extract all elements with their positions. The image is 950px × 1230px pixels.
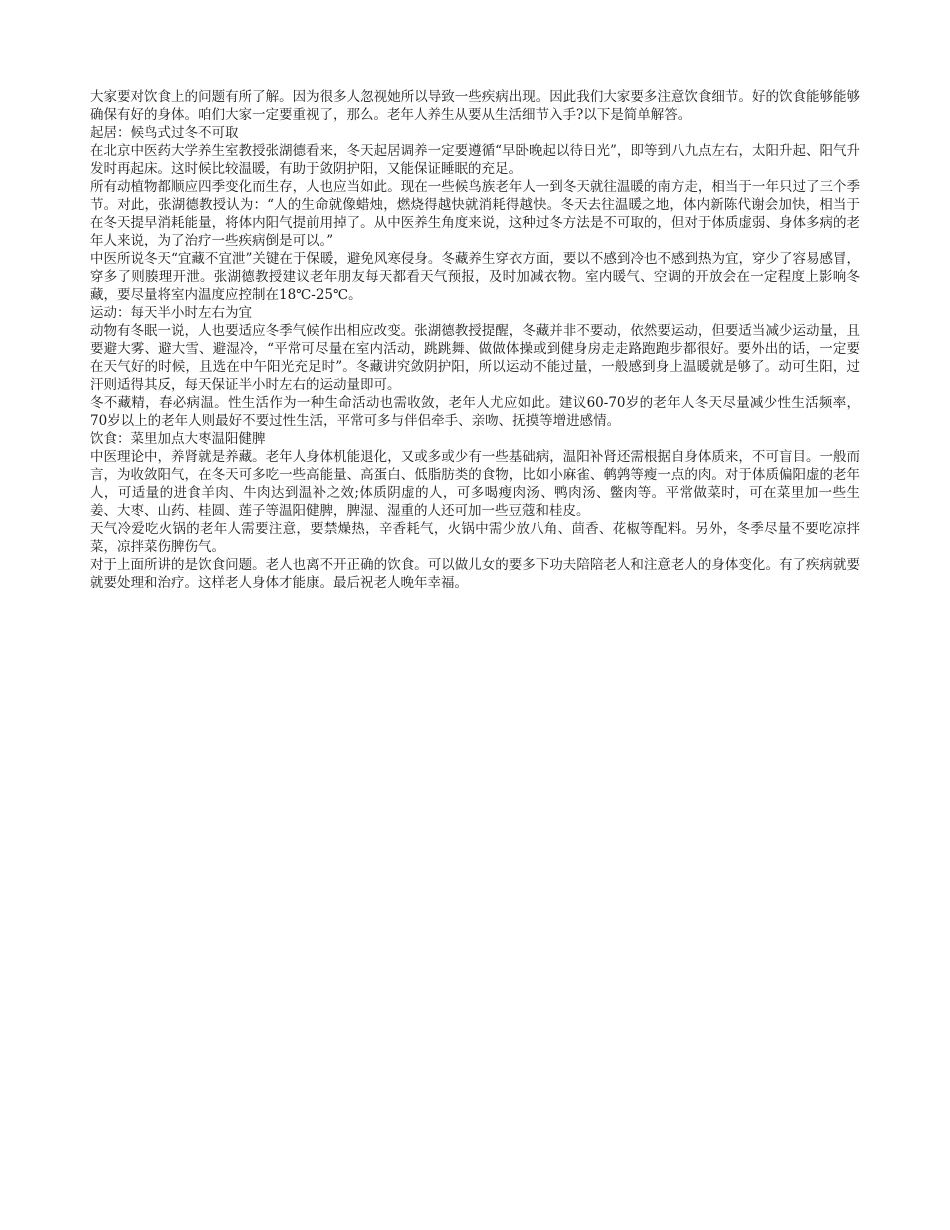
section-heading-diet: 饮食：菜里加点大枣温阳健脾 (90, 431, 266, 447)
intro-paragraph: 大家要对饮食上的问题有所了解。因为很多人忽视她所以导致一些疾病出现。因此我们大家要多注意饮食细节。好的饮食能够能够确保有好的身体。咱们大家一定要重视了，那么。老年人养生从要从生活细节入手?以下是简单解答。 (90, 89, 860, 123)
article-body (90, 88, 860, 592)
section-heading-exercise: 运动：每天半小时左右为宜 (90, 305, 252, 321)
exercise-paragraph-1: 动物有冬眠一说，人也要适应冬季气候作出相应改变。张湖德教授提醒，冬藏并非不要动，依然要运动，但要适当减少运动量，且要避大雾、避大雪、避湿冷，“平常可尽量在室内活动，跳跳舞、做做体操或到健身房走走路跑跑步都很好。要外出的话，一定要在天气好的时候，且选在中午阳光充足时”。冬藏讲究敛阴护阳，所以运动不能过量，一般感到身上温暖就是够了。动可生阳，过汗则适得其反，每天保证半小时左右的运动量即可。 (90, 323, 860, 393)
lifestyle-paragraph-2: 所有动植物都顺应四季变化而生存，人也应当如此。现在一些候鸟族老年人一到冬天就往温暖的南方走，相当于一年只过了三个季节。对此，张湖德教授认为：“人的生命就像蜡烛，燃烧得越快就消耗得越快。冬天去往温暖之地，体内新陈代谢会加快，相当于在冬天提早消耗能量，将体内阳气提前用掉了。从中医养生角度来说，这种过冬方法是不可取的，但对于体质虚弱、身体多病的老年人来说，为了治疗一些疾病倒是可以。” (90, 179, 860, 249)
diet-paragraph-1: 中医理论中，养肾就是养藏。老年人身体机能退化，又或多或少有一些基础病，温阳补肾还需根据自身体质来，不可盲目。一般而言，为收敛阳气，在冬天可多吃一些高能量、高蛋白、低脂肪类的食物，比如小麻雀、鹌鹑等瘦一点的肉。对于体质偏阳虚的老年人，可适量的进食羊肉、牛肉达到温补之效;体质阴虚的人，可多喝瘦肉汤、鸭肉汤、鳖肉等。平常做菜时，可在菜里加一些生姜、大枣、山药、桂圆、莲子等温阳健脾，脾湿、湿重的人还可加一些豆蔻和桂皮。 (90, 449, 860, 519)
lifestyle-paragraph-1: 在北京中医药大学养生室教授张湖德看来，冬天起居调养一定要遵循“早卧晚起以待日光”，即等到八九点左右，太阳升起、阳气升发时再起床。这时候比较温暖，有助于敛阴护阳，又能保证睡眠的充足。 (90, 143, 860, 177)
conclusion-paragraph: 对于上面所讲的是饮食问题。老人也离不开正确的饮食。可以做儿女的要多下功夫陪陪老人和注意老人的身体变化。有了疾病就要就要处理和治疗。这样老人身体才能康。最后祝老人晚年幸福。 (90, 557, 860, 591)
diet-paragraph-2: 天气冷爱吃火锅的老年人需要注意，要禁燥热，辛香耗气，火锅中需少放八角、茴香、花椒等配料。另外，冬季尽量不要吃凉拌菜，凉拌菜伤脾伤气。 (90, 521, 860, 555)
section-heading-lifestyle: 起居：候鸟式过冬不可取 (90, 125, 239, 141)
lifestyle-paragraph-3: 中医所说冬天“宜藏不宜泄”关键在于保暖，避免风寒侵身。冬藏养生穿衣方面，要以不感到冷也不感到热为宜，穿少了容易感冒，穿多了则腠理开泄。张湖德教授建议老年朋友每天都看天气预报，及时加减衣物。室内暖气、空调的开放会在一定程度上影响冬藏，要尽量将室内温度应控制在18℃-25℃。 (90, 251, 860, 303)
exercise-paragraph-2: 冬不藏精，春必病温。性生活作为一种生命活动也需收敛，老年人尤应如此。建议60-70岁的老年人冬天尽量减少性生活频率，70岁以上的老年人则最好不要过性生活，平常可多与伴侣牵手、亲吻、抚摸等增进感情。 (90, 395, 860, 429)
